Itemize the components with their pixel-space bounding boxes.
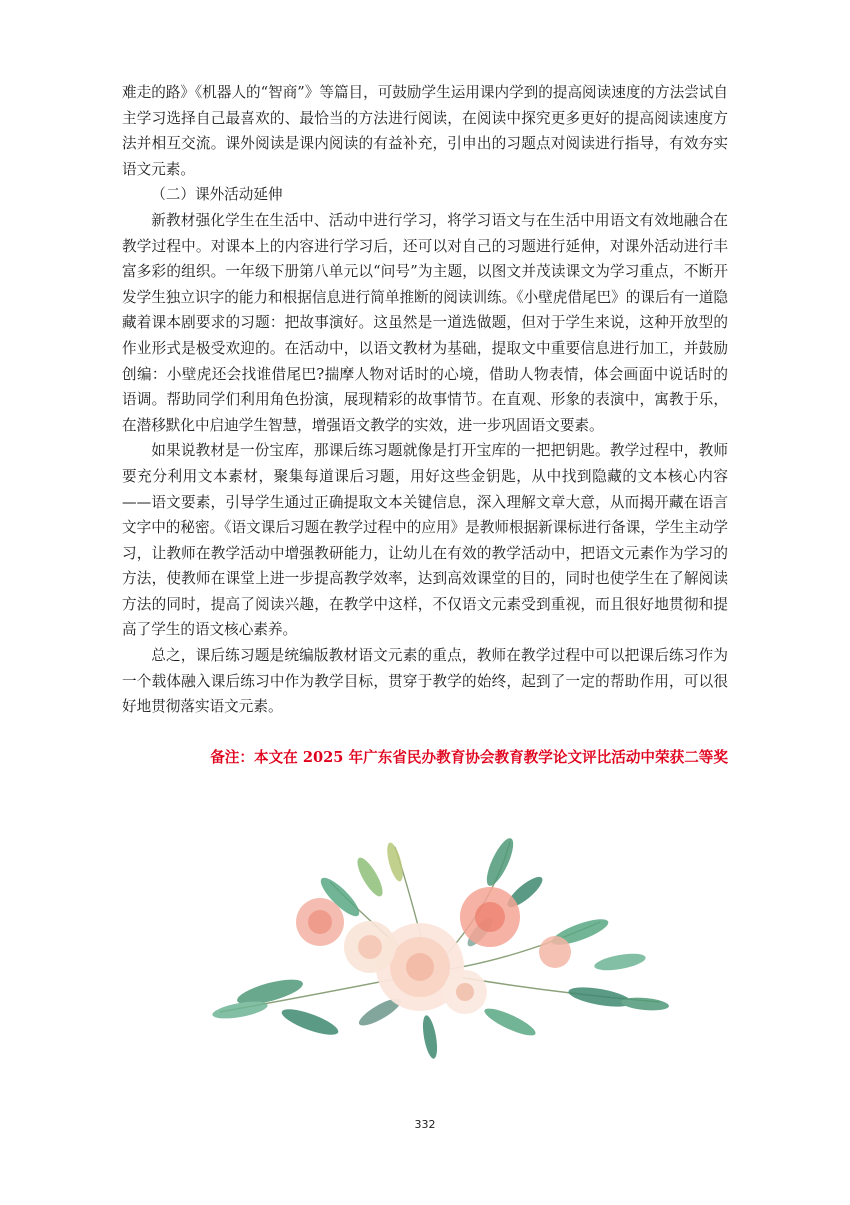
section-heading: （二）课外活动延伸 (151, 186, 283, 204)
paragraph: 总之，课后练习题是统编版教材语文元素的重点，教师在教学过程中可以把课后练习作为一个载体融入课后练习中作为教学目标，贯穿于教学的始终，起到了一定的帮助作用，可以很好地贯彻落实语文元素。 (122, 647, 728, 716)
paragraph: 如果说教材是一份宝库，那课后练习题就像是打开宝库的一把把钥匙。教学过程中，教师要充分利用文本素材，聚集每道课后习题，用好这些金钥匙，从中找到隐藏的文本核心内容——语文要素，引导学生通过正确提取文本关键信息，深入理解文章大意，从而揭开藏在语言文字中的秘密。《语文课后习题在教学过程中的应用》是教师根据新课标进行备课，学生主动学习，让教师在教学活动中增强教研能力，让幼儿在有效的教学活动中，把语文元素作为学习的方法，使教师在课堂上进一步提高教学效率，达到高效课堂的目的，同时也使学生在了解阅读方法的同时，提高了阅读兴趣，在教学中这样，不仅语文元素受到重视，而且很好地贯彻和提高了学生的语文核心素养。 (122, 442, 728, 639)
body-text (122, 80, 728, 720)
paragraph: 新教材强化学生在生活中、活动中进行学习，将学习语文与在生活中用语文有效地融合在教学过程中。对课本上的内容进行学习后，还可以对自己的习题进行延伸，对课外活动进行丰富多彩的组织。一年级下册第八单元以“问号”为主题，以图文并茂读课文为学习重点，不断开发学生独立识字的能力和根据信息进行简单推断的阅读训练。《小壁虎借尾巴》的课后有一道隐藏着课本剧要求的习题：把故事演好。这虽然是一道选做题，但对于学生来说，这种开放型的作业形式是极受欢迎的。在活动中，以语文教材为基础，提取文中重要信息进行加工，并鼓励创编：小壁虎还会找谁借尾巴?揣摩人物对话时的心境，借助人物表情，体会画面中说话时的语调。帮助同学们利用角色扮演，展现精彩的故事情节。在直观、形象的表演中，寓教于乐，在潜移默化中启迪学生智慧，增强语文教学的实效，进一步巩固语文要素。 (122, 211, 728, 434)
watercolor-floral-bouquet-icon (180, 822, 680, 1062)
paragraph-continued: 难走的路》《机器人的“智商”》等篇目，可鼓励学生运用课内学到的提高阅读速度的方法尝试自主学习选择自己最喜欢的、最恰当的方法进行阅读，在阅读中探究更多更好的提高阅读速度方法并相互交流。课外阅读是课内阅读的有益补充，引申出的习题点对阅读进行指导，有效夯实语文元素。 (122, 84, 728, 178)
page-number: 332 (414, 1118, 436, 1131)
award-note: 备注：本文在 2025 年广东省民办教育协会教育教学论文评比活动中荣获二等奖 (210, 749, 728, 766)
